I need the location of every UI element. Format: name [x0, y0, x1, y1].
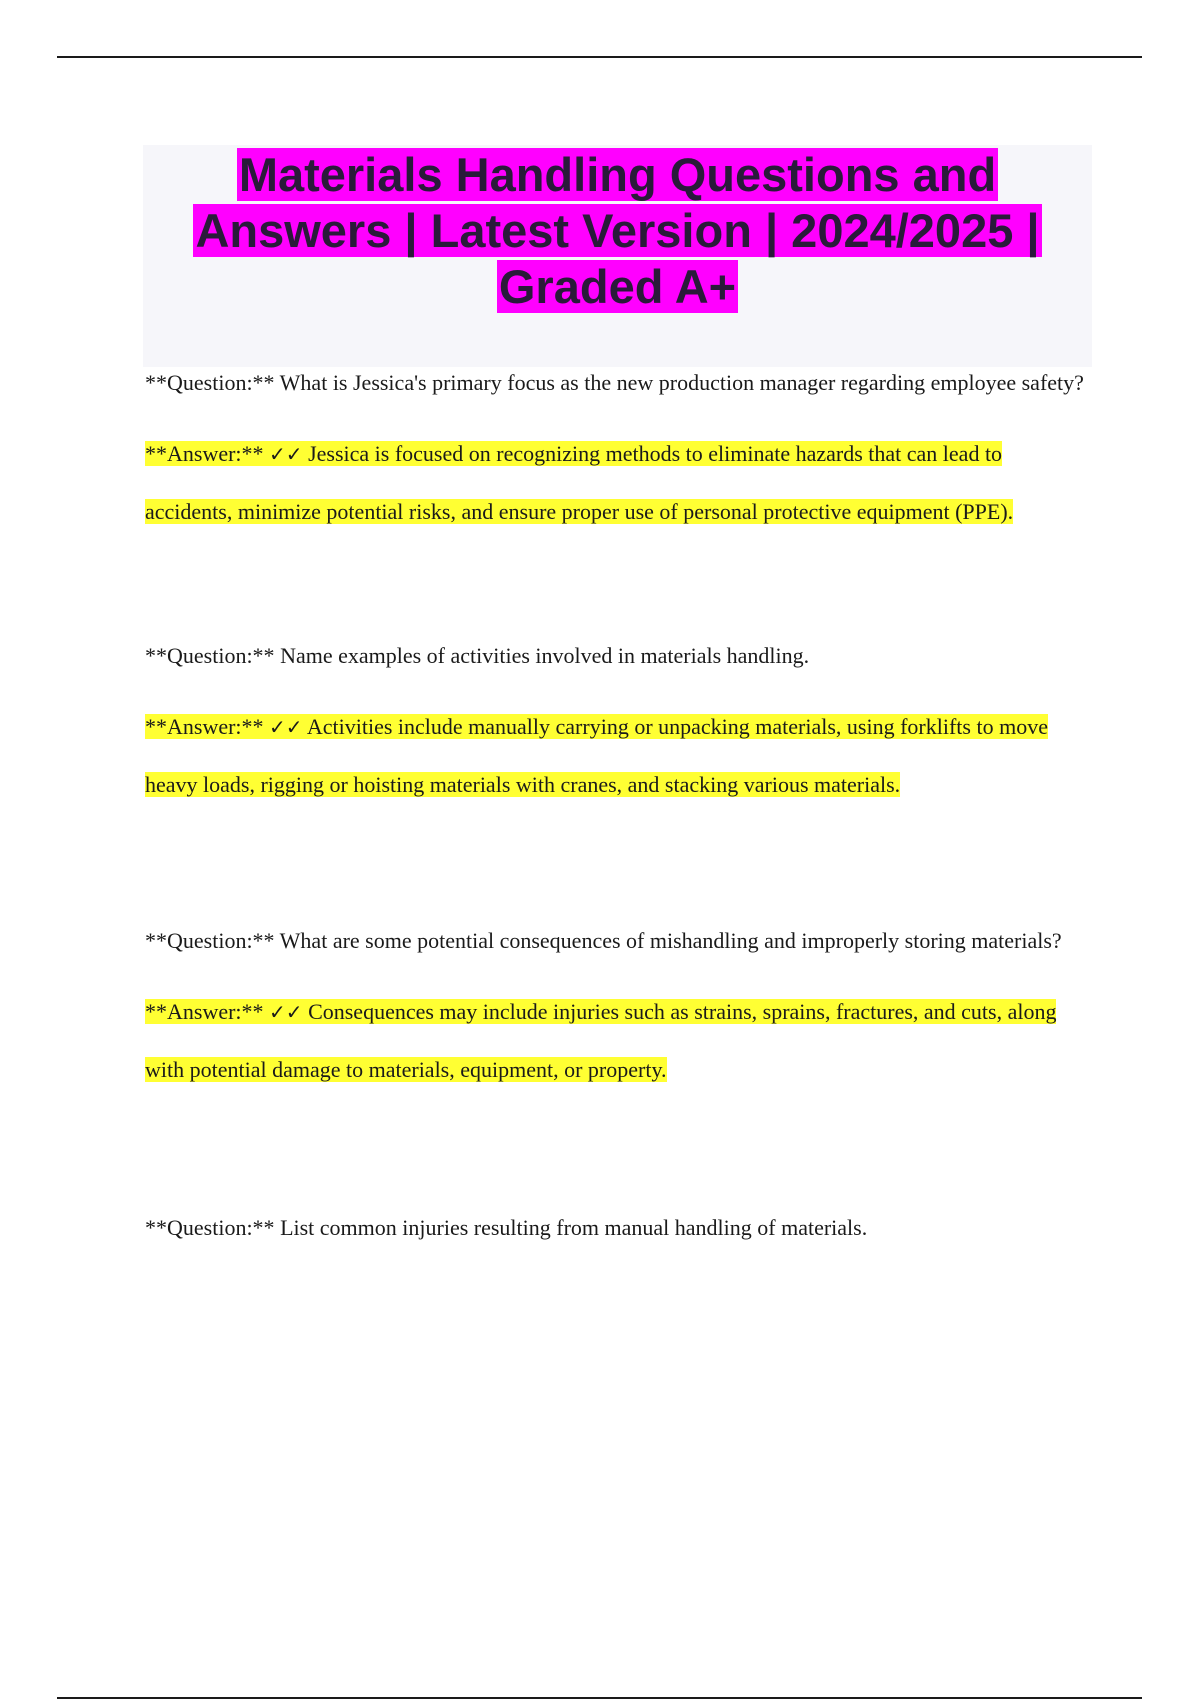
question-3 [145, 913, 1090, 968]
answer-2-prefix: **Answer:** [145, 714, 264, 739]
answer-2-text: Activities include manually carrying or unpacking materials, using forklifts to move heavy loads, rigging or hoisting materials with cranes, and stacking various materials. [145, 714, 1048, 797]
answer-3-highlight [145, 999, 1056, 1082]
question-4 [145, 1200, 1090, 1255]
answer-2 [145, 698, 1090, 813]
qa-content [145, 355, 1090, 1255]
question-4-prefix: **Question:** [145, 1215, 275, 1240]
answer-1-highlight [145, 441, 1013, 524]
document-title [143, 145, 1092, 315]
question-2 [145, 628, 1090, 683]
bottom-rule [57, 1697, 1142, 1699]
answer-1-text: Jessica is focused on recognizing methods to eliminate hazards that can lead to accidents, minimize potential risks, and ensure proper use of personal protective equipment (PPE). [145, 441, 1014, 524]
answer-1 [145, 425, 1090, 540]
question-2-text: Name examples of activities involved in materials handling. [280, 643, 810, 668]
document-title-text: Materials Handling Questions and Answers | Latest Version | 2024/2025 | Graded A+ [195, 148, 1040, 313]
question-1-text: What is Jessica's primary focus as the new production manager regarding employee safety? [279, 370, 1084, 395]
qa-item-1 [145, 355, 1090, 540]
answer-1-prefix: **Answer:** [145, 441, 264, 466]
top-rule [57, 56, 1142, 58]
answer-3-text: Consequences may include injuries such as strains, sprains, fractures, and cuts, along with potential damage to materials, equipment, or property. [145, 999, 1057, 1082]
checkmark-icon: ✓✓ [269, 715, 303, 739]
question-3-text: What are some potential consequences of mishandling and improperly storing materials? [279, 928, 1062, 953]
qa-item-3 [145, 913, 1090, 1098]
checkmark-icon: ✓✓ [269, 1000, 303, 1024]
answer-3 [145, 983, 1090, 1098]
answer-3-prefix: **Answer:** [145, 999, 264, 1024]
qa-item-4 [145, 1200, 1090, 1255]
title-box [143, 145, 1092, 367]
question-2-prefix: **Question:** [145, 643, 275, 668]
question-1-prefix: **Question:** [145, 370, 275, 395]
checkmark-icon: ✓✓ [269, 442, 303, 466]
answer-2-highlight [145, 714, 1048, 797]
question-3-prefix: **Question:** [145, 928, 275, 953]
qa-item-2 [145, 628, 1090, 813]
question-1 [145, 355, 1090, 410]
question-4-text: List common injuries resulting from manual handling of materials. [280, 1215, 868, 1240]
